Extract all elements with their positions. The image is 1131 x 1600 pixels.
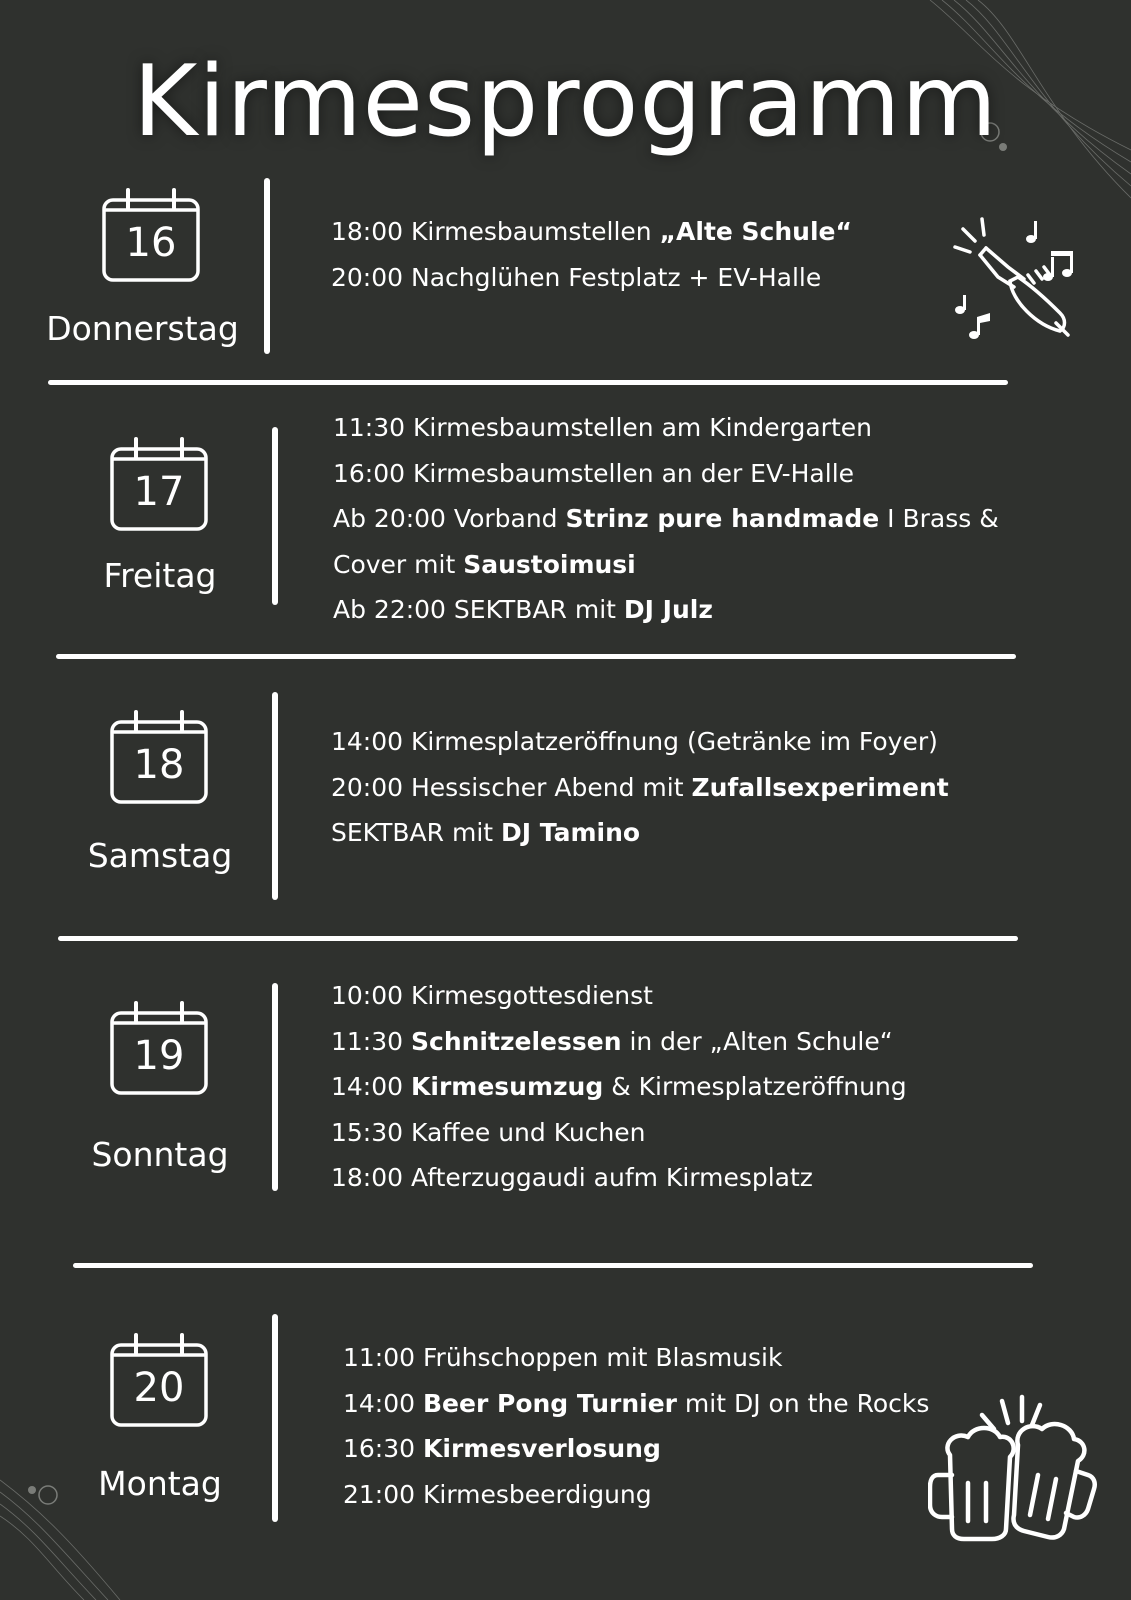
calendar-date: 19 — [133, 1033, 185, 1079]
section-divider — [58, 936, 1018, 941]
event-item: 18:00 Kirmesbaumstellen „Alte Schule“ — [331, 217, 852, 246]
section-divider — [73, 1263, 1033, 1268]
day-name: Freitag — [103, 556, 217, 595]
day-name: Samstag — [87, 836, 233, 875]
page-title: Kirmesprogramm — [133, 45, 998, 159]
event-list — [331, 209, 852, 300]
event-list — [331, 719, 949, 856]
event-item: 21:00 Kirmesbeerdigung — [343, 1479, 652, 1509]
event-item: 16:00 Kirmesbaumstellen an der EV-Halle — [333, 458, 855, 488]
calendar-date: 16 — [125, 220, 177, 266]
event-item: Ab 20:00 Vorband Strinz pure handmade I Brass & — [333, 504, 999, 533]
section-divider — [56, 654, 1016, 659]
event-list — [343, 1335, 929, 1517]
vertical-divider — [272, 427, 278, 605]
event-item: 11:30 Schnitzelessen in der „Alten Schule“ — [331, 1026, 893, 1056]
calendar-date-wrap — [110, 710, 208, 804]
vertical-divider — [272, 1314, 278, 1522]
calendar-date-wrap — [110, 1333, 208, 1427]
calendar-date: 18 — [133, 742, 185, 788]
event-item: 14:00 Kirmesumzug & Kirmesplatzeröffnung — [331, 1072, 907, 1101]
event-item: 15:30 Kaffee und Kuchen — [331, 1117, 646, 1147]
event-list — [333, 405, 999, 633]
vertical-divider — [264, 178, 270, 354]
calendar-date-wrap — [110, 1001, 208, 1095]
event-list — [331, 973, 907, 1201]
day-name: Donnerstag — [46, 309, 239, 348]
beer-mugs-icon — [928, 1393, 1098, 1543]
event-item: 14:00 Beer Pong Turnier mit DJ on the Rocks — [343, 1388, 930, 1418]
day-name: Montag — [98, 1464, 222, 1503]
calendar-date-wrap — [110, 437, 208, 531]
calendar-date-wrap — [102, 188, 200, 282]
vertical-divider — [272, 983, 278, 1191]
event-item: Ab 22:00 SEKTBAR mit DJ Julz — [333, 595, 713, 624]
event-item: 16:30 Kirmesverlosung — [343, 1434, 661, 1463]
event-item: 20:00 Hessischer Abend mit Zufallsexperiment — [331, 772, 949, 802]
event-item: 11:30 Kirmesbaumstellen am Kindergarten — [333, 413, 872, 442]
event-item: SEKTBAR mit DJ Tamino — [331, 818, 641, 847]
calendar-date: 17 — [133, 469, 185, 515]
event-item: 20:00 Nachglühen Festplatz + EV-Halle — [331, 262, 822, 292]
event-item: 10:00 Kirmesgottesdienst — [331, 981, 653, 1010]
event-item: 11:00 Frühschoppen mit Blasmusik — [343, 1343, 783, 1372]
day-name: Sonntag — [91, 1135, 229, 1174]
event-item: 18:00 Afterzuggaudi aufm Kirmesplatz — [331, 1163, 813, 1192]
trumpet-music-icon — [950, 215, 1082, 345]
section-divider — [48, 380, 1008, 385]
calendar-date: 20 — [133, 1365, 185, 1411]
vertical-divider — [272, 692, 278, 900]
event-item: 14:00 Kirmesplatzeröffnung (Getränke im Foyer) — [331, 727, 938, 756]
event-item: Cover mit Saustoimusi — [333, 549, 636, 579]
